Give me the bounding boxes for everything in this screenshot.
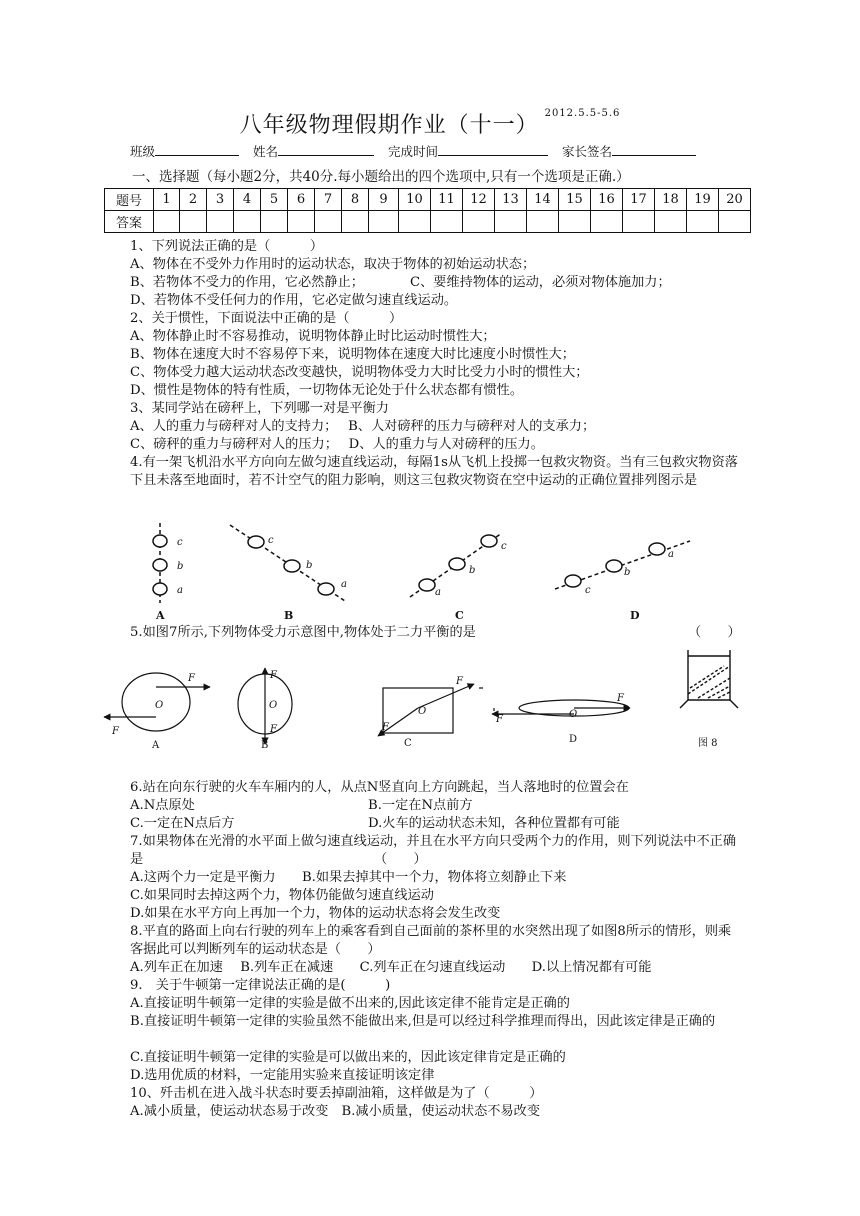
- package-label: a: [435, 587, 441, 598]
- q7-option-c: C.如果同时去掉这两个力，物体仍能做匀速直线运动: [130, 888, 434, 903]
- answer-cell[interactable]: [207, 211, 234, 233]
- q7-stem: 7.如果物体在光滑的水平面上做匀速直线运动，并且在水平方向只受两个力的作用，则下列说法中不正确是 （ ）: [130, 834, 737, 867]
- section-heading: 一、选择题（每小题2分，共40分.每小题给出的四个选项中,只有一个选项是正确.）: [132, 169, 630, 185]
- cup-leg: [730, 700, 738, 708]
- answer-cell[interactable]: [719, 211, 751, 233]
- force-label: F: [617, 693, 624, 704]
- name-label: 姓名: [252, 144, 278, 159]
- q2-option-a: A、物体静止时不容易推动，说明物体静止时比运动时惯性大；: [130, 329, 496, 344]
- row-label: 题号: [105, 189, 154, 211]
- number-cell: 18: [655, 189, 687, 211]
- option-c-diagram: [378, 684, 483, 736]
- class-blank[interactable]: [155, 143, 239, 156]
- answer-cell[interactable]: [591, 211, 623, 233]
- q6-stem: 6.站在向东行驶的火车车厢内的人，从点N竖直向上方向跳起，当人落地时的位置会在: [130, 780, 629, 795]
- option-letter: D: [630, 609, 640, 621]
- center-label: O: [155, 700, 164, 711]
- answer-cell[interactable]: [342, 211, 369, 233]
- q5-stem: 5.如图7所示,下列物体受力示意图中,物体处于二力平衡的是: [130, 625, 476, 640]
- number-cell: 15: [559, 189, 591, 211]
- date-text: 2012.5.5-5.6: [544, 108, 621, 119]
- package-label: a: [668, 549, 674, 560]
- center-label: O: [418, 706, 427, 717]
- number-cell: 7: [315, 189, 342, 211]
- option-letter: B: [261, 740, 269, 751]
- package-label: b: [624, 567, 631, 578]
- option-a-diagram: [153, 523, 167, 603]
- q5-answer-paren: （ ）: [688, 625, 741, 640]
- package-circle: [565, 575, 581, 587]
- number-cell: 4: [234, 189, 261, 211]
- q9-option-c: C.直接证明牛顿第一定律的实验是可以做出来的，因此该定律肯定是正确的: [130, 1050, 566, 1065]
- answer-cell[interactable]: [180, 211, 207, 233]
- time-label: 完成时间: [387, 144, 438, 159]
- q1-stem: 1、下列说法正确的是（ ）: [130, 239, 324, 254]
- package-circle: [481, 535, 497, 547]
- q6-option-a: A.N点原处: [130, 798, 195, 813]
- answer-table: [104, 188, 751, 233]
- q1-option-d: D、若物体不受任何力的作用，它必定做匀速直线运动。: [130, 293, 458, 308]
- answer-cell[interactable]: [431, 211, 463, 233]
- package-label: b: [177, 561, 184, 572]
- answer-cell[interactable]: [234, 211, 261, 233]
- number-cell: 14: [527, 189, 559, 211]
- q6-option-c: C.一定在N点后方: [130, 816, 235, 831]
- package-circle: [153, 535, 167, 547]
- answer-cell[interactable]: [527, 211, 559, 233]
- q10-stem: 10、歼击机在进入战斗状态时要丢掉副油箱，这样做是为了（ ）: [130, 1086, 543, 1101]
- q3-stem: 3、某同学站在磅秤上，下列哪一对是平衡力: [130, 401, 389, 416]
- page-title: [0, 108, 860, 139]
- number-cell: 2: [180, 189, 207, 211]
- q1-option-bc: B、若物体不受力的作用，它必然静止； C、要维持物体的运动，必须对物体施加力；: [130, 275, 671, 290]
- force-label: F: [456, 676, 463, 687]
- number-cell: 17: [623, 189, 655, 211]
- answer-cell[interactable]: [463, 211, 495, 233]
- package-label: a: [341, 579, 347, 590]
- package-circle: [318, 583, 334, 595]
- center-label: O: [269, 700, 278, 711]
- package-label: b: [306, 560, 313, 571]
- number-cell: 13: [495, 189, 527, 211]
- q2-option-b: B、物体在速度大时不容易停下来，说明物体在速度大时比速度小时惯性大；: [130, 347, 575, 362]
- package-label: a: [177, 585, 183, 596]
- option-letter: C: [455, 609, 464, 621]
- option-d-diagram: [492, 700, 630, 716]
- force-label: F: [112, 726, 119, 737]
- answer-cell[interactable]: [399, 211, 431, 233]
- q3-option-cd: C、磅秤的重力与磅秤对人的压力； D、人的重力与人对磅秤的压力。: [130, 437, 544, 452]
- number-cell: 20: [719, 189, 751, 211]
- number-cell: 5: [261, 189, 288, 211]
- q8-options: A.列车正在加速 B.列车正在减速 C.列车正在匀速直线运动 D.以上情况都有可能: [130, 960, 652, 975]
- number-cell: 10: [399, 189, 431, 211]
- answer-label: 答案: [105, 211, 154, 233]
- option-letter: A: [156, 609, 165, 621]
- answer-cell[interactable]: [687, 211, 719, 233]
- number-cell: 6: [288, 189, 315, 211]
- package-circle: [419, 579, 435, 591]
- number-cell: 3: [207, 189, 234, 211]
- force-label: F: [270, 670, 277, 681]
- figure-8-label: 图 8: [698, 738, 718, 749]
- q6-option-d: D.火车的运动状态未知，各种位置都有可能: [368, 816, 620, 831]
- title-text: 八年级物理假期作业（十一）: [239, 113, 539, 138]
- q2-option-d: D、惯性是物体的特有性质，一切物体无论处于什么状态都有惯性。: [130, 383, 524, 398]
- q7-option-d: D.如果在水平方向上再加一个力，物体的运动状态将会发生改变: [130, 906, 501, 921]
- number-cell: 9: [369, 189, 399, 211]
- answer-cell[interactable]: [369, 211, 399, 233]
- q10-options: A.减小质量，使运动状态易于改变 B.减小质量，使运动状态不易改变: [130, 1104, 541, 1119]
- option-c-diagram: [410, 533, 502, 597]
- name-blank[interactable]: [278, 143, 374, 156]
- option-letter: D: [569, 734, 578, 745]
- q9-option-b: B.直接证明牛顿第一定律的实验虽然不能做出来,但是可以经过科学推理而得出，因此该定律是正确的: [130, 1014, 716, 1029]
- q9-option-d: D.选用优质的材料，一定能用实验来直接证明该定律: [130, 1068, 435, 1083]
- q4-figure: [130, 515, 720, 621]
- q2-option-c: C、物体受力越大运动状态改变越快，说明物体受力大时比受力小时的惯性大；: [130, 365, 589, 380]
- package-circle: [153, 583, 167, 595]
- answer-cell[interactable]: [495, 211, 527, 233]
- answer-cell[interactable]: [623, 211, 655, 233]
- fig8-cup-diagram: [680, 650, 738, 708]
- parent-sign-label: 家长签名: [561, 144, 612, 159]
- force-label: F: [496, 714, 503, 725]
- force-label: F: [270, 724, 277, 735]
- answer-row: [105, 211, 751, 233]
- package-label: c: [585, 585, 591, 596]
- force-label: F: [382, 722, 389, 733]
- q8-stem: 8.平直的路面上向右行驶的列车上的乘客看到自己面前的茶杯里的水突然出现了如图8所示的情形，则乘客据此可以判断列车的运动状态是（ ）: [130, 924, 732, 957]
- answer-cell[interactable]: [154, 211, 180, 233]
- q9-option-a: A.直接证明牛顿第一定律的实验是做不出来的,因此该定律不能肯定是正确的: [130, 996, 570, 1011]
- package-label: c: [177, 537, 183, 548]
- q2-stem: 2、关于惯性，下面说法中正确的是（ ）: [130, 311, 403, 326]
- package-label: b: [469, 565, 476, 576]
- number-cell: 19: [687, 189, 719, 211]
- q3-option-ab: A、人的重力与磅秤对人的支持力； B、人对磅秤的压力与磅秤对人的支承力；: [130, 419, 596, 434]
- package-circle: [606, 560, 622, 572]
- option-b-diagram: [238, 668, 292, 744]
- option-letter: B: [284, 609, 294, 621]
- q1-option-a: A、物体在不受外力作用时的运动状态，取决于物体的初始运动状态；: [130, 257, 536, 272]
- option-letter: C: [404, 738, 412, 749]
- time-blank[interactable]: [438, 143, 548, 156]
- option-b-diagram: [230, 525, 345, 601]
- answer-cell[interactable]: [288, 211, 315, 233]
- q7-option-ab: A.这两个力一定是平衡力 B.如果去掉其中一个力，物体将立刻静止下来: [130, 870, 567, 885]
- package-circle: [449, 558, 465, 570]
- answer-cell[interactable]: [315, 211, 342, 233]
- class-label: 班级: [130, 144, 156, 159]
- student-info-line: [130, 142, 696, 160]
- package-circle: [248, 536, 264, 548]
- q5-figure: [100, 648, 750, 756]
- number-cell: 8: [342, 189, 369, 211]
- package-circle: [649, 543, 665, 555]
- number-row: [105, 189, 751, 211]
- number-cell: 12: [463, 189, 495, 211]
- answer-cell[interactable]: [655, 211, 687, 233]
- number-cell: 11: [431, 189, 463, 211]
- package-circle: [153, 559, 167, 571]
- q4-stem: 4.有一架飞机沿水平方向向左做匀速直线运动，每隔1s从飞机上投掷一包救灾物资。当有三包救灾物资落下且未落至地面时，若不计空气的阻力影响，则这三包救灾物资在空中运动的正确位置排列图示是: [130, 455, 738, 488]
- number-cell: 1: [154, 189, 180, 211]
- cup-leg: [680, 700, 688, 708]
- force-label: F: [188, 673, 195, 684]
- package-circle: [284, 560, 300, 572]
- parent-sign-blank[interactable]: [612, 143, 696, 156]
- option-letter: A: [152, 740, 160, 751]
- answer-cell[interactable]: [261, 211, 288, 233]
- center-label: O: [569, 709, 578, 720]
- package-label: c: [268, 535, 274, 546]
- q9-stem: 9. 关于牛顿第一定律说法正确的是( ): [130, 978, 391, 993]
- number-cell: 16: [591, 189, 623, 211]
- q6-option-b: B.一定在N点前方: [368, 798, 473, 813]
- package-label: c: [501, 541, 507, 552]
- answer-cell[interactable]: [559, 211, 591, 233]
